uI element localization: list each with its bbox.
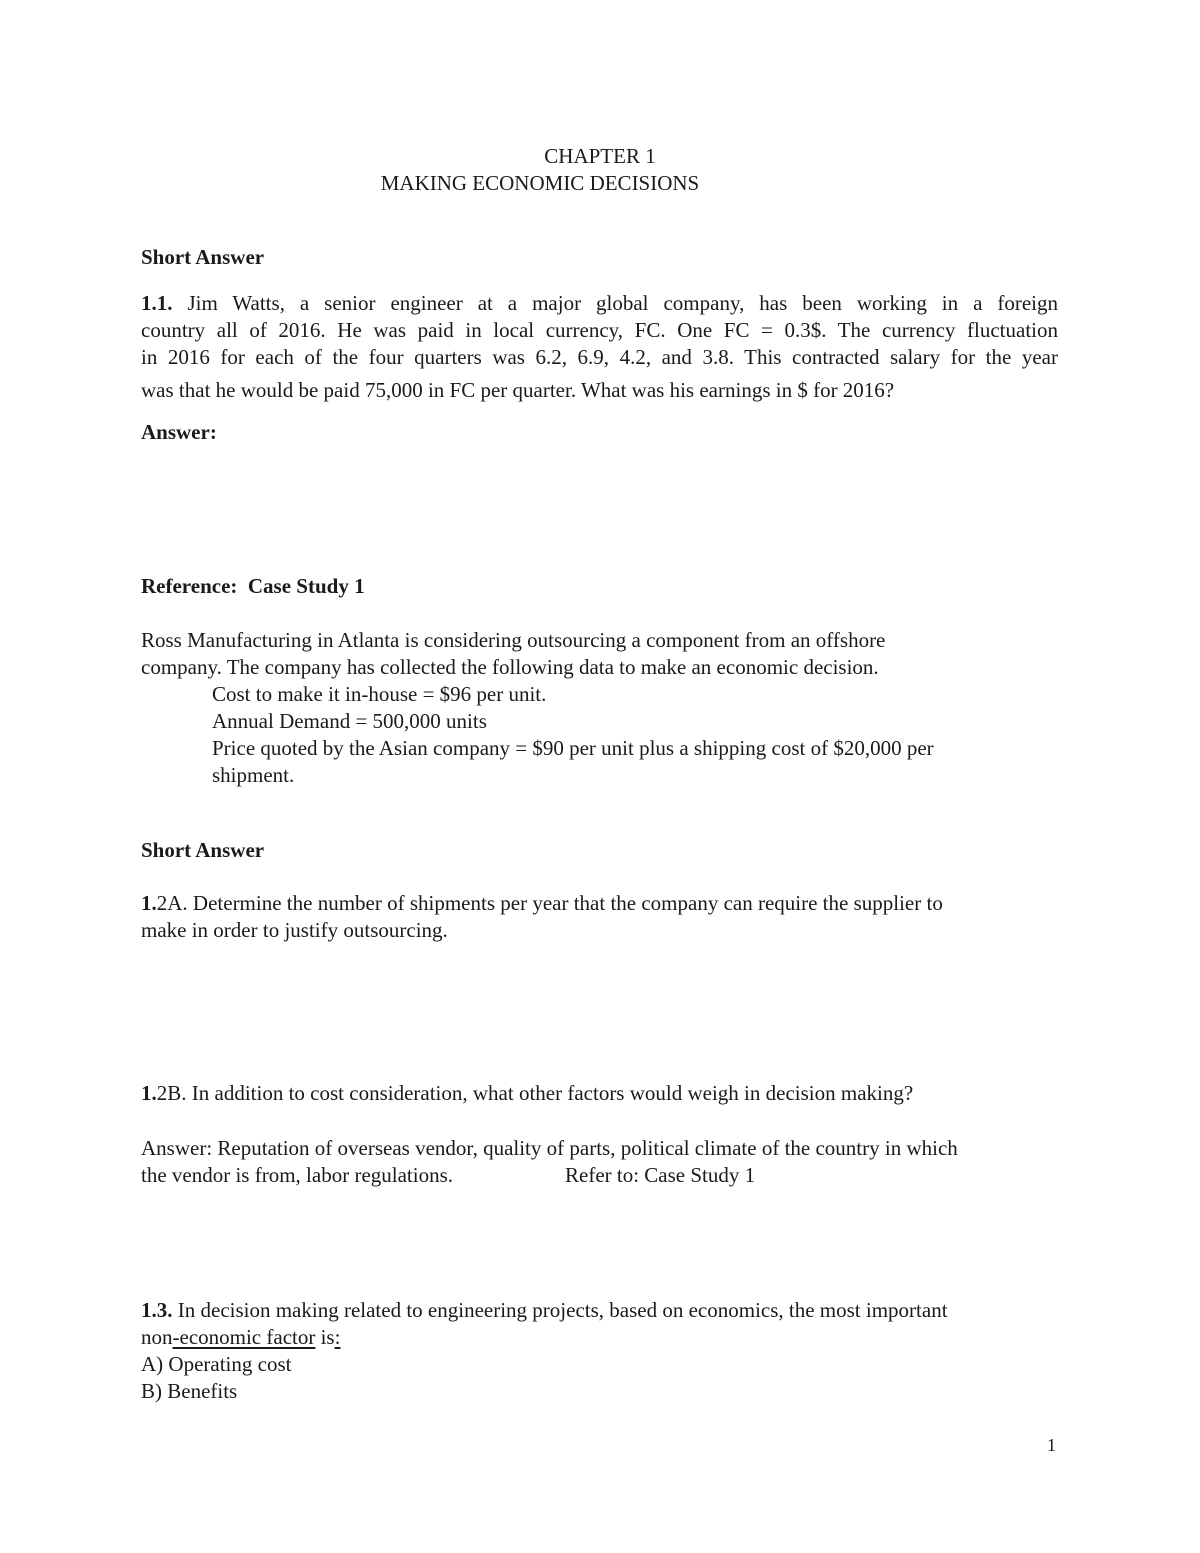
section-heading-short-answer: Short Answer: [141, 245, 265, 269]
option-b: B) Benefits: [141, 1379, 238, 1403]
chapter-number: CHAPTER 1: [544, 144, 656, 168]
question-1-2b: 1.2B. In addition to cost consideration, what other factors would weigh in decision making?: [141, 1081, 914, 1105]
case-study-reference: Reference: Case Study 1: [141, 574, 365, 598]
question-1-3-line-2: non-economic factor is:: [141, 1325, 341, 1349]
case-study-item: Cost to make it in-house = $96 per unit.: [212, 682, 547, 706]
page-number: 1: [1047, 1435, 1056, 1455]
question-1-2a-line-1: 1.2A. Determine the number of shipments per year that the company can require the supplier to: [141, 891, 943, 915]
section-heading-short-answer-2: Short Answer: [141, 838, 265, 862]
question-1-1-line-3: in 2016 for each of the four quarters was 6.2, 6.9, 4.2, and 3.8. This contracted salary for the year: [141, 345, 1058, 369]
question-1-2a-line-2: make in order to justify outsourcing.: [141, 918, 448, 942]
case-study-text-line-1: Ross Manufacturing in Atlanta is considering outsourcing a component from an offshore: [141, 628, 886, 652]
refer-to-case-study: Refer to: Case Study 1: [565, 1163, 756, 1187]
question-1-1-line-4: was that he would be paid 75,000 in FC per quarter. What was his earnings in $ for 2016?: [141, 378, 895, 402]
case-study-item: shipment.: [212, 763, 295, 787]
case-study-text-line-2: company. The company has collected the following data to make an economic decision.: [141, 655, 879, 679]
answer-label: Answer:: [141, 420, 217, 444]
chapter-title: MAKING ECONOMIC DECISIONS: [380, 171, 700, 195]
question-number: 1.1.: [141, 291, 173, 315]
question-1-3-line-1: 1.3. In decision making related to engineering projects, based on economics, the most important: [141, 1298, 948, 1322]
case-study-item: Annual Demand = 500,000 units: [212, 709, 487, 733]
case-study-item: Price quoted by the Asian company = $90 per unit plus a shipping cost of $20,000 per: [212, 736, 934, 760]
answer-1-2b-line-1: Answer: Reputation of overseas vendor, quality of parts, political climate of the country in which: [141, 1136, 958, 1160]
answer-1-2b-line-2: the vendor is from, labor regulations.: [141, 1163, 454, 1187]
question-1-1-line-1: 1.1. Jim Watts, a senior engineer at a major global company, has been working in a foreign: [141, 291, 1059, 315]
option-a: A) Operating cost: [141, 1352, 292, 1376]
question-1-1-line-2: country all of 2016. He was paid in local currency, FC. One FC = 0.3$. The currency fluctuation: [141, 318, 1058, 342]
